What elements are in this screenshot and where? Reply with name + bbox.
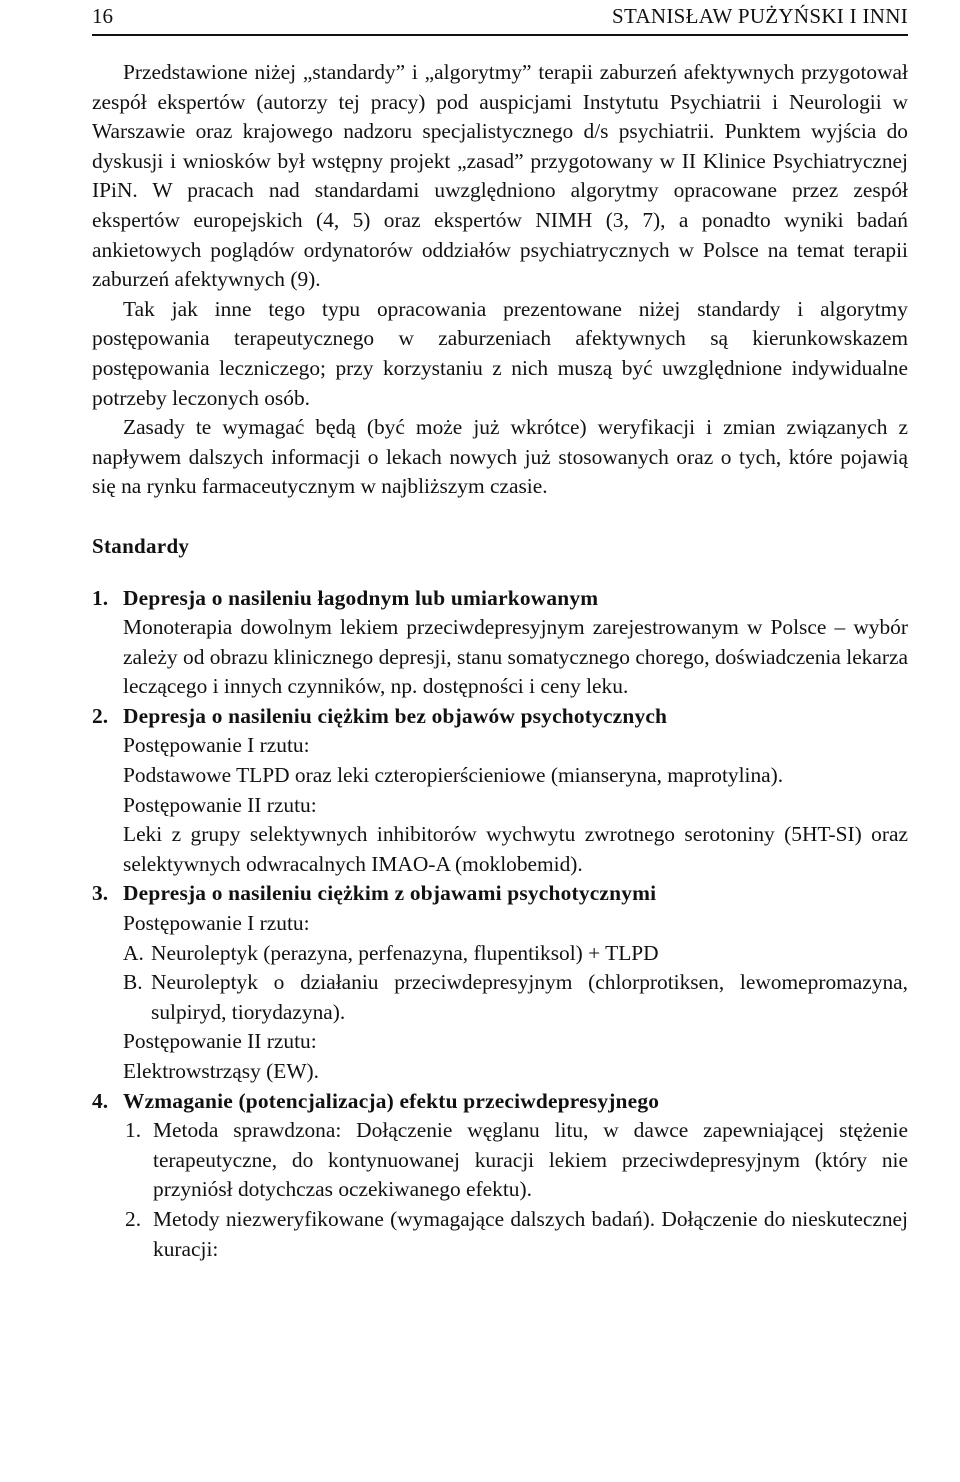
item-number: 3. (92, 881, 109, 906)
sub-item (123, 968, 908, 1027)
sub-item-text: Neuroleptyk (perazyna, perfenazyna, flupentiksol) + TLPD (151, 940, 659, 965)
item-number: 2. (92, 703, 109, 728)
item-text: Podstawowe TLPD oraz leki czteropierścieniowe (mianseryna, maprotylina). (123, 763, 784, 788)
item-text: Postępowanie I rzutu: (123, 911, 310, 936)
paragraph: Zasady te wymagać będą (być może już wkrótce) weryfikacji i zmian związanych z napływem dalszych informacji o lekach nowych już stosowanych oraz o tych, które pojawią się na rynku farmaceutycznym w najbliższym czasie. (92, 415, 908, 499)
item-text: Monoterapia dowolnym lekiem przeciwdepresyjnym zarejestrowanym w Polsce – wybór zależy od obrazu klinicznego depresji, stanu somatycznego chorego, doświadczenia lekarza leczącego i innych czynników, np. dostępności i ceny leku. (123, 615, 908, 699)
paragraph: Przedstawione niżej „standardy” i „algorytmy” terapii zaburzeń afektywnych przygotował zespół ekspertów (autorzy tej pracy) pod auspicjami Instytutu Psychiatrii i Neurologii w Warszawie oraz krajowego nadzoru specjalistycznego d/s psychiatrii. Punktem wyjścia do dyskusji i wniosków był wstępny projekt „zasad” przygotowany w II Klinice Psychiatrycznej IPiN. W pracach nad standardami uwzględniono algorytmy opracowane przez zespół ekspertów europejskich (4, 5) oraz ekspertów NIMH (3, 7), a ponadto wyniki badań ankietowych poglądów ordynatorów oddziałów psychiatrycznych w Polsce na temat terapii zaburzeń afektywnych (9). (92, 60, 908, 292)
sub-item-label: B. (123, 970, 143, 995)
item-text: Leki z grupy selektywnych inhibitorów wychwytu zwrotnego serotoniny (5HT-SI) oraz selektywnych odwracalnych IMAO-A (moklobemid). (123, 822, 908, 876)
sub-item-text: Metody niezweryfikowane (wymagające dalszych badań). Dołączenie do nieskutecznej kuracji: (153, 1206, 908, 1261)
sub-item-label: A. (123, 940, 144, 965)
item-number: 1. (92, 585, 109, 610)
sub-item (125, 1116, 908, 1205)
list-item (92, 1087, 908, 1265)
page-header (92, 0, 908, 34)
page-number: 16 (92, 4, 113, 28)
item-heading: Depresja o nasileniu ciężkim z objawami psychotycznymi (123, 881, 657, 906)
item-number: 4. (92, 1088, 109, 1113)
article-body (92, 58, 908, 1264)
running-title: STANISŁAW PUŻYŃSKI I INNI (612, 4, 908, 28)
item-heading: Wzmaganie (potencjalizacja) efektu przeciwdepresyjnego (123, 1088, 660, 1113)
item-text: Postępowanie II rzutu: (123, 1029, 317, 1054)
item-text: Elektrowstrząsy (EW). (123, 1059, 320, 1083)
list-item (92, 702, 908, 880)
section-title: Standardy (92, 533, 190, 558)
item-text: Postępowanie I rzutu: (123, 733, 310, 758)
item-heading: Depresja o nasileniu ciężkim bez objawów psychotycznych (123, 703, 668, 728)
item-heading: Depresja o nasileniu łagodnym lub umiarkowanym (123, 585, 599, 610)
sub-item (123, 939, 908, 969)
sub-item-label: 2. (125, 1206, 142, 1231)
list-item (92, 879, 908, 1086)
paragraph: Tak jak inne tego typu opracowania prezentowane niżej standardy i algorytmy postępowania terapeutycznego w zaburzeniach afektywnych są kierunkowskazem postępowania leczniczego; przy korzystaniu z nich muszą być uwzględnione indywidualne potrzeby leczonych osób. (92, 296, 908, 410)
header-rule (92, 34, 908, 36)
sub-item-label: 1. (125, 1118, 142, 1143)
sub-item (125, 1205, 908, 1264)
item-text: Postępowanie II rzutu: (123, 792, 317, 817)
sub-item-text: Metoda sprawdzona: Dołączenie węglanu litu, w dawce zapewniającej stężenie terapeutyczne, do kontynuowanej kuracji lekiem przeciwdepresyjnym (który nie przyniósł dotychczas oczekiwanego efektu). (153, 1118, 908, 1202)
list-item (92, 584, 908, 702)
sub-item-text: Neuroleptyk o działaniu przeciwdepresyjnym (chlorprotiksen, lewomepromazyna, sulpiryd, tiorydazyna). (151, 970, 908, 1024)
